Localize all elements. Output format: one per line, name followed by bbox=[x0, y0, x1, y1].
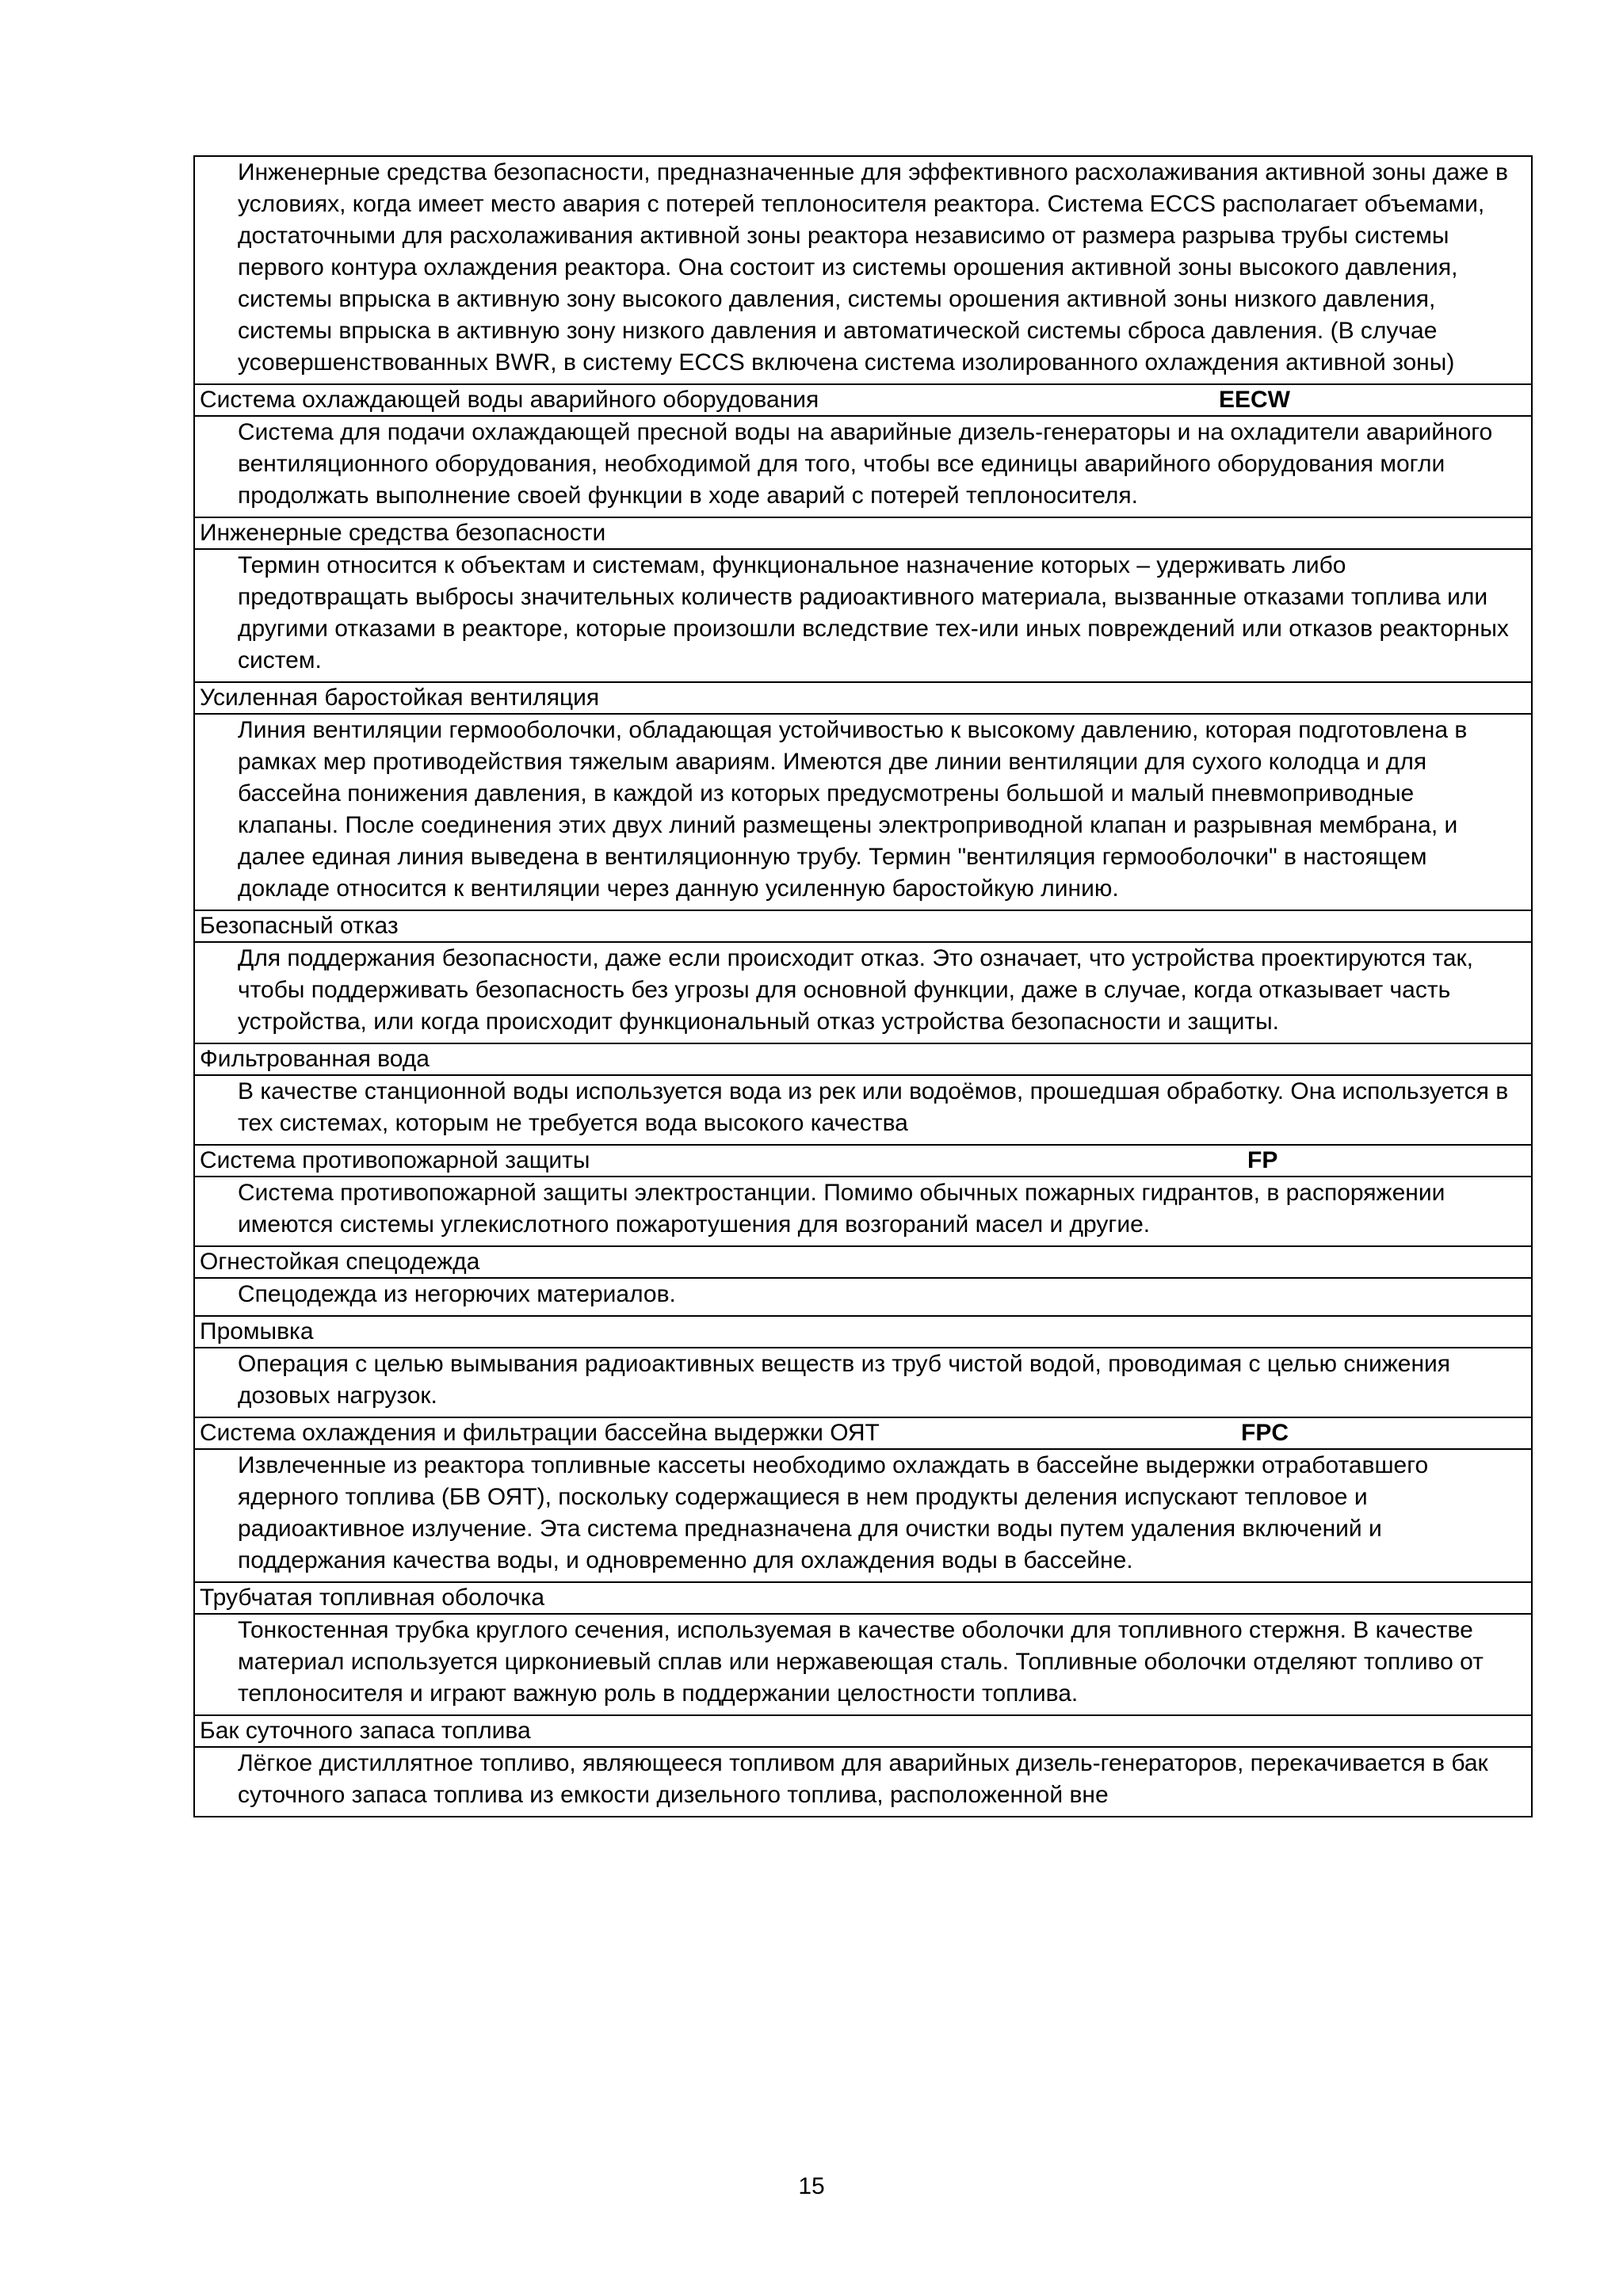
definition-text: Линия вентиляции гермооболочки, обладающая устойчивостью к высокому давлению, которая подготовлена в рамках мер противодействия тяжелым авариям. Имеются две линии вентиляции для сухого колодца и для бассейна понижения давления, в каждой из которых предусмотрены большой и малый пневмоприводные клапаны. После соединения этих двух линий размещены электроприводной клапан и разрывная мембрана, и далее единая линия выведена в вентиляционную трубу. Термин "вентиляция гермооболочки" в настоящем докладе относится к вентиляции через данную усиленную баростойкую линию. bbox=[238, 717, 1468, 902]
term-label: Огнестойкая спецодежда bbox=[200, 1249, 480, 1275]
term-cell bbox=[195, 1245, 1531, 1277]
definition-text: Для поддержания безопасности, даже если происходит отказ. Это означает, что устройства проектируются так, чтобы поддерживать безопасность без угрозы для основной функции, даже в случае, когда отказывает часть устройства, или когда происходит функциональный отказ устройства безопасности и защиты. bbox=[238, 945, 1474, 1035]
term-abbreviation: FPC bbox=[1241, 1420, 1289, 1446]
term-cell bbox=[195, 1581, 1531, 1613]
term-label: Безопасный отказ bbox=[200, 913, 399, 939]
term-cell bbox=[195, 1417, 1531, 1448]
definition-cell bbox=[195, 548, 1531, 681]
definition-text: Система для подачи охлаждающей пресной воды на аварийные дизель-генераторы и на охладители аварийного вентиляционного оборудования, необходимой для того, чтобы все единицы аварийного оборудования могли продолжать выполнение своей функции в ходе аварий с потерей теплоносителя. bbox=[238, 419, 1493, 509]
term-abbreviation: FP bbox=[1247, 1147, 1278, 1173]
definition-cell bbox=[195, 941, 1531, 1043]
page-number: 15 bbox=[798, 2173, 825, 2199]
glossary-entry bbox=[195, 157, 1531, 383]
term-label: Инженерные средства безопасности bbox=[200, 520, 606, 546]
definition-cell bbox=[195, 1277, 1531, 1315]
term-cell bbox=[195, 1714, 1531, 1746]
definition-cell bbox=[195, 415, 1531, 517]
definition-cell bbox=[195, 1074, 1531, 1144]
definition-text: Инженерные средства безопасности, предназначенные для эффективного расхолаживания активной зоны даже в условиях, когда имеет место авария с потерей теплоносителя реактора. Система ECCS располагает объемами, достаточными для расхолаживания активной зоны реактора независимо от размера разрыва трубы системы первого контура охлаждения реактора. Она состоит из системы орошения активной зоны высокого давления, системы впрыска в активную зону высокого давления, системы орошения активной зоны низкого давления, системы впрыска в активную зону низкого давления и автоматической системы сброса давления. (В случае усовершенствованных BWR, в систему ECCS включена система изолированного охлаждения активной зоны) bbox=[238, 159, 1508, 376]
term-cell bbox=[195, 517, 1531, 548]
term-cell bbox=[195, 910, 1531, 941]
term-label: Усиленная баростойкая вентиляция bbox=[200, 685, 600, 711]
definition-cell bbox=[195, 1347, 1531, 1417]
term-cell bbox=[195, 1144, 1531, 1176]
glossary-entry bbox=[195, 1144, 1531, 1245]
glossary-table bbox=[193, 155, 1533, 1817]
definition-text: Спецодежда из негорючих материалов. bbox=[238, 1281, 676, 1307]
glossary-entry bbox=[195, 1043, 1531, 1144]
glossary-entry bbox=[195, 517, 1531, 681]
glossary-entry bbox=[195, 1245, 1531, 1315]
term-label: Система охлаждающей воды аварийного оборудования bbox=[200, 387, 819, 413]
definition-cell bbox=[195, 1613, 1531, 1714]
glossary-entry bbox=[195, 1581, 1531, 1714]
glossary-entry bbox=[195, 1714, 1531, 1816]
definition-cell bbox=[195, 713, 1531, 910]
glossary-entry bbox=[195, 383, 1531, 517]
term-abbreviation: EECW bbox=[1219, 387, 1290, 413]
glossary-entry bbox=[195, 1315, 1531, 1417]
term-label: Система охлаждения и фильтрации бассейна выдержки ОЯТ bbox=[200, 1420, 880, 1446]
definition-cell bbox=[195, 157, 1531, 383]
term-label: Система противопожарной защиты bbox=[200, 1147, 590, 1173]
glossary-entry bbox=[195, 910, 1531, 1043]
term-cell bbox=[195, 681, 1531, 713]
glossary-entry bbox=[195, 681, 1531, 910]
term-label: Трубчатая топливная оболочка bbox=[200, 1585, 545, 1611]
definition-cell bbox=[195, 1448, 1531, 1581]
term-cell bbox=[195, 1043, 1531, 1074]
definition-text: Лёгкое дистиллятное топливо, являющееся топливом для аварийных дизель-генераторов, перекачивается в бак суточного запаса топлива из емкости дизельного топлива, расположенной вне bbox=[238, 1750, 1488, 1808]
definition-cell bbox=[195, 1176, 1531, 1245]
term-label: Промывка bbox=[200, 1318, 314, 1344]
glossary-entry bbox=[195, 1417, 1531, 1581]
term-label: Бак суточного запаса топлива bbox=[200, 1718, 531, 1744]
definition-text: Система противопожарной защиты электростанции. Помимо обычных пожарных гидрантов, в распоряжении имеются системы углекислотного пожаротушения для возгораний масел и другие. bbox=[238, 1180, 1445, 1238]
definition-text: Операция с целью вымывания радиоактивных веществ из труб чистой водой, проводимая с целью снижения дозовых нагрузок. bbox=[238, 1351, 1451, 1409]
term-cell bbox=[195, 383, 1531, 415]
term-label: Фильтрованная вода bbox=[200, 1046, 430, 1072]
term-cell bbox=[195, 1315, 1531, 1347]
definition-text: Термин относится к объектам и системам, функциональное назначение которых – удерживать либо предотвращать выбросы значительных количеств радиоактивного материала, вызванные отказами топлива или другими отказами в реакторе, которые произошли вследствие тех-или иных повреждений или отказов реакторных систем. bbox=[238, 552, 1509, 673]
definition-text: Тонкостенная трубка круглого сечения, используемая в качестве оболочки для топливного стержня. В качестве материал используется циркониевый сплав или нержавеющая сталь. Топливные оболочки отделяют топливо от теплоносителя и играют важную роль в поддержании целостности топлива. bbox=[238, 1617, 1484, 1707]
definition-cell bbox=[195, 1746, 1531, 1816]
definition-text: В качестве станционной воды используется вода из рек или водоёмов, прошедшая обработку. Она используется в тех системах, которым не требуется вода высокого качества bbox=[238, 1078, 1509, 1136]
definition-text: Извлеченные из реактора топливные кассеты необходимо охлаждать в бассейне выдержки отработавшего ядерного топлива (БВ ОЯТ), поскольку содержащиеся в нем продукты деления испускают тепловое и радиоактивное излучение. Эта система предназначена для очистки воды путем удаления включений и поддержания качества воды, и одновременно для охлаждения воды в бассейне. bbox=[238, 1452, 1429, 1573]
